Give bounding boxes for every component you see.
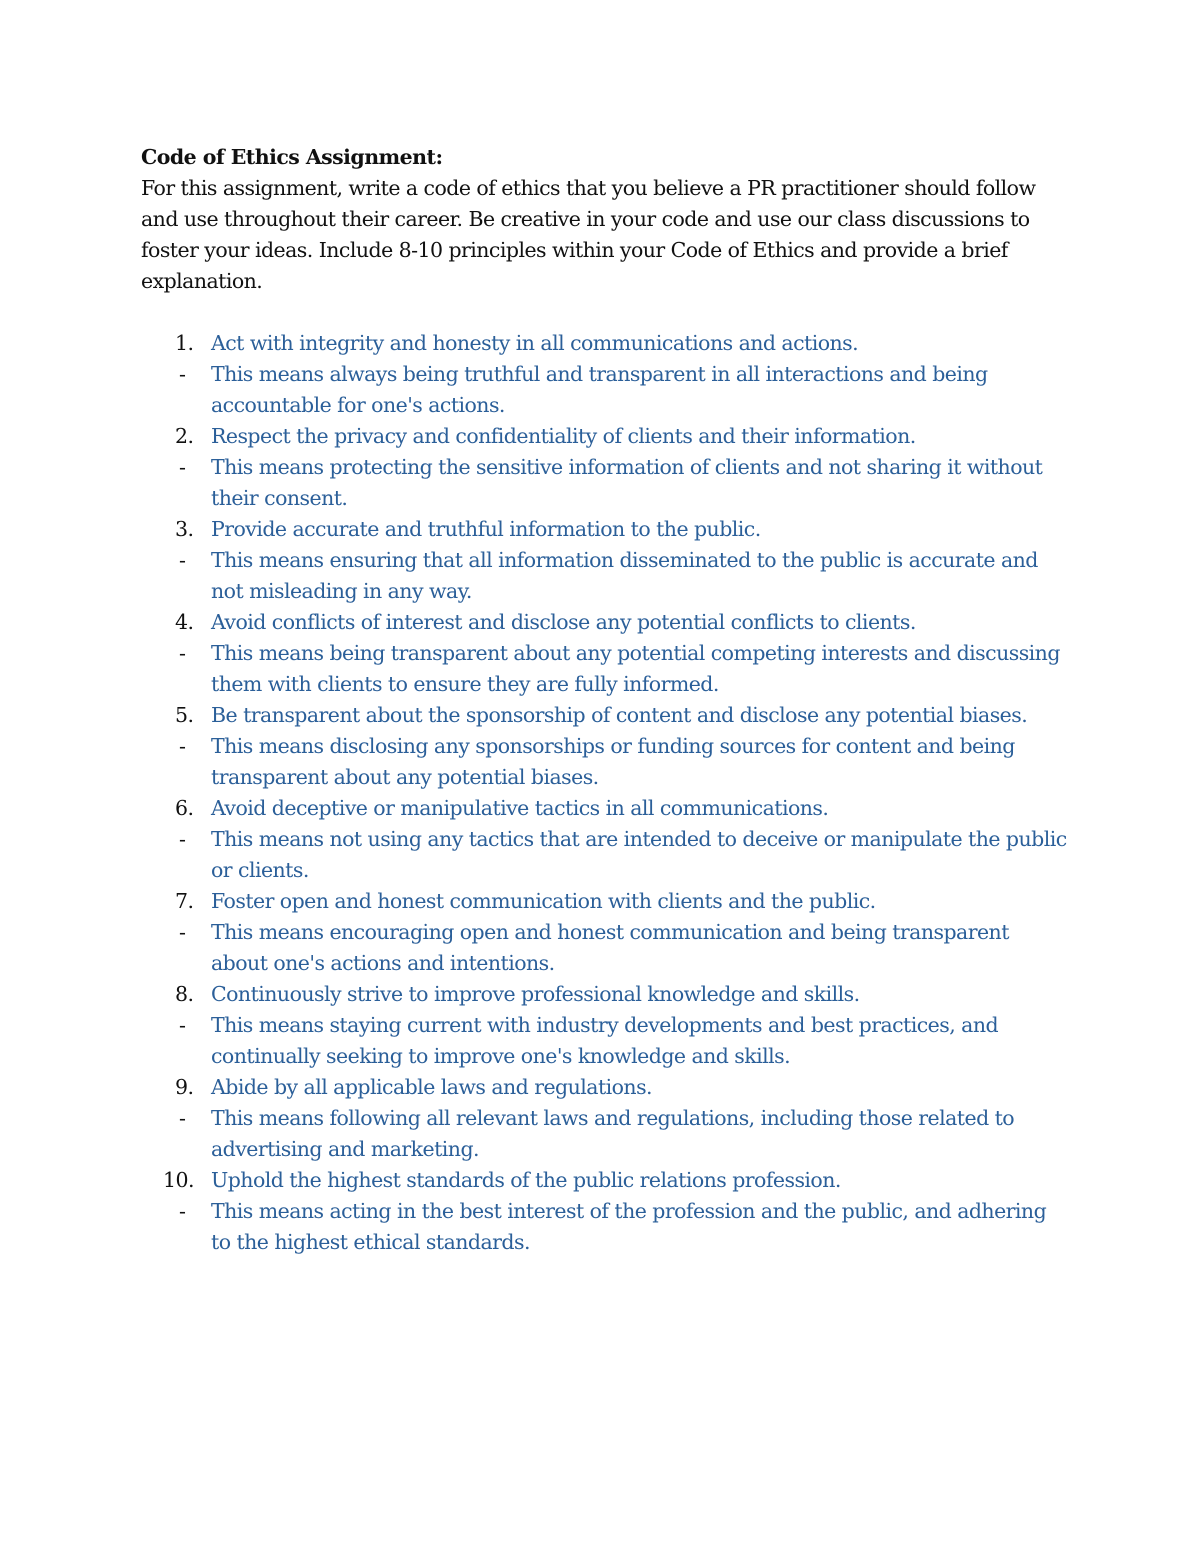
principle-text: Be transparent about the sponsorship of content and disclose any potential biases. xyxy=(211,703,1028,727)
dash-bullet: - xyxy=(179,641,186,665)
document-title: Code of Ethics Assignment: xyxy=(141,145,443,169)
principle-explanation: This means protecting the sensitive information of clients and not sharing it without their consent. xyxy=(211,455,1043,510)
principle-explanation-item xyxy=(141,545,1071,607)
principle-text: Provide accurate and truthful information to the public. xyxy=(211,517,761,541)
principle-explanation: This means following all relevant laws and regulations, including those related to advertising and marketing. xyxy=(211,1106,1015,1161)
document-body xyxy=(141,142,1071,1258)
principle-explanation-item xyxy=(141,638,1071,700)
principle-number: 4. xyxy=(175,610,194,634)
dash-bullet: - xyxy=(179,734,186,758)
principle-explanation: This means disclosing any sponsorships or funding sources for content and being transparent about any potential biases. xyxy=(211,734,1015,789)
principle-number: 6. xyxy=(175,796,194,820)
principle-text: Abide by all applicable laws and regulations. xyxy=(211,1075,653,1099)
principle-number: 9. xyxy=(175,1075,194,1099)
principle-number: 10. xyxy=(163,1168,194,1192)
principle-item xyxy=(141,607,1071,638)
principle-item xyxy=(141,328,1071,359)
principle-explanation: This means ensuring that all information disseminated to the public is accurate and not misleading in any way. xyxy=(211,548,1038,603)
principle-explanation: This means encouraging open and honest communication and being transparent about one's actions and intentions. xyxy=(211,920,1009,975)
dash-bullet: - xyxy=(179,1106,186,1130)
principle-explanation-item xyxy=(141,452,1071,514)
principle-item xyxy=(141,979,1071,1010)
principle-explanation: This means always being truthful and transparent in all interactions and being accountable for one's actions. xyxy=(211,362,988,417)
principle-explanation-item xyxy=(141,1010,1071,1072)
dash-bullet: - xyxy=(179,1013,186,1037)
principle-text: Uphold the highest standards of the public relations profession. xyxy=(211,1168,841,1192)
principle-number: 5. xyxy=(175,703,194,727)
principle-item xyxy=(141,1165,1071,1196)
principle-explanation-item xyxy=(141,1196,1071,1258)
principle-explanation-item xyxy=(141,731,1071,793)
principle-explanation-item xyxy=(141,824,1071,886)
dash-bullet: - xyxy=(179,827,186,851)
principle-item xyxy=(141,514,1071,545)
dash-bullet: - xyxy=(179,548,186,572)
assignment-instructions: For this assignment, write a code of ethics that you believe a PR practitioner should follow and use throughout their career. Be creative in your code and use our class discussions to foster your ideas. Include 8-10 principles within your Code of Ethics and provide a brief explanation. xyxy=(141,176,1036,293)
principle-text: Respect the privacy and confidentiality of clients and their information. xyxy=(211,424,916,448)
dash-bullet: - xyxy=(179,1199,186,1223)
dash-bullet: - xyxy=(179,920,186,944)
paragraph-spacer xyxy=(141,297,1071,328)
dash-bullet: - xyxy=(179,455,186,479)
principle-item xyxy=(141,700,1071,731)
principle-number: 8. xyxy=(175,982,194,1006)
principle-number: 2. xyxy=(175,424,194,448)
principles-list xyxy=(141,328,1071,1258)
principle-explanation-item xyxy=(141,917,1071,979)
principle-text: Continuously strive to improve professional knowledge and skills. xyxy=(211,982,860,1006)
principle-explanation-item xyxy=(141,359,1071,421)
principle-explanation-item xyxy=(141,1103,1071,1165)
principle-item xyxy=(141,421,1071,452)
principle-item xyxy=(141,1072,1071,1103)
dash-bullet: - xyxy=(179,362,186,386)
principle-text: Avoid deceptive or manipulative tactics in all communications. xyxy=(211,796,829,820)
principle-item xyxy=(141,886,1071,917)
principle-text: Act with integrity and honesty in all communications and actions. xyxy=(211,331,859,355)
principle-number: 1. xyxy=(175,331,194,355)
principle-text: Avoid conflicts of interest and disclose any potential conflicts to clients. xyxy=(211,610,916,634)
principle-number: 3. xyxy=(175,517,194,541)
principle-explanation: This means being transparent about any potential competing interests and discussing them with clients to ensure they are fully informed. xyxy=(211,641,1060,696)
principle-explanation: This means staying current with industry developments and best practices, and continually seeking to improve one's knowledge and skills. xyxy=(211,1013,999,1068)
principle-text: Foster open and honest communication with clients and the public. xyxy=(211,889,876,913)
principle-explanation: This means acting in the best interest of the profession and the public, and adhering to the highest ethical standards. xyxy=(211,1199,1047,1254)
principle-number: 7. xyxy=(175,889,194,913)
principle-explanation: This means not using any tactics that are intended to deceive or manipulate the public or clients. xyxy=(211,827,1067,882)
principle-item xyxy=(141,793,1071,824)
